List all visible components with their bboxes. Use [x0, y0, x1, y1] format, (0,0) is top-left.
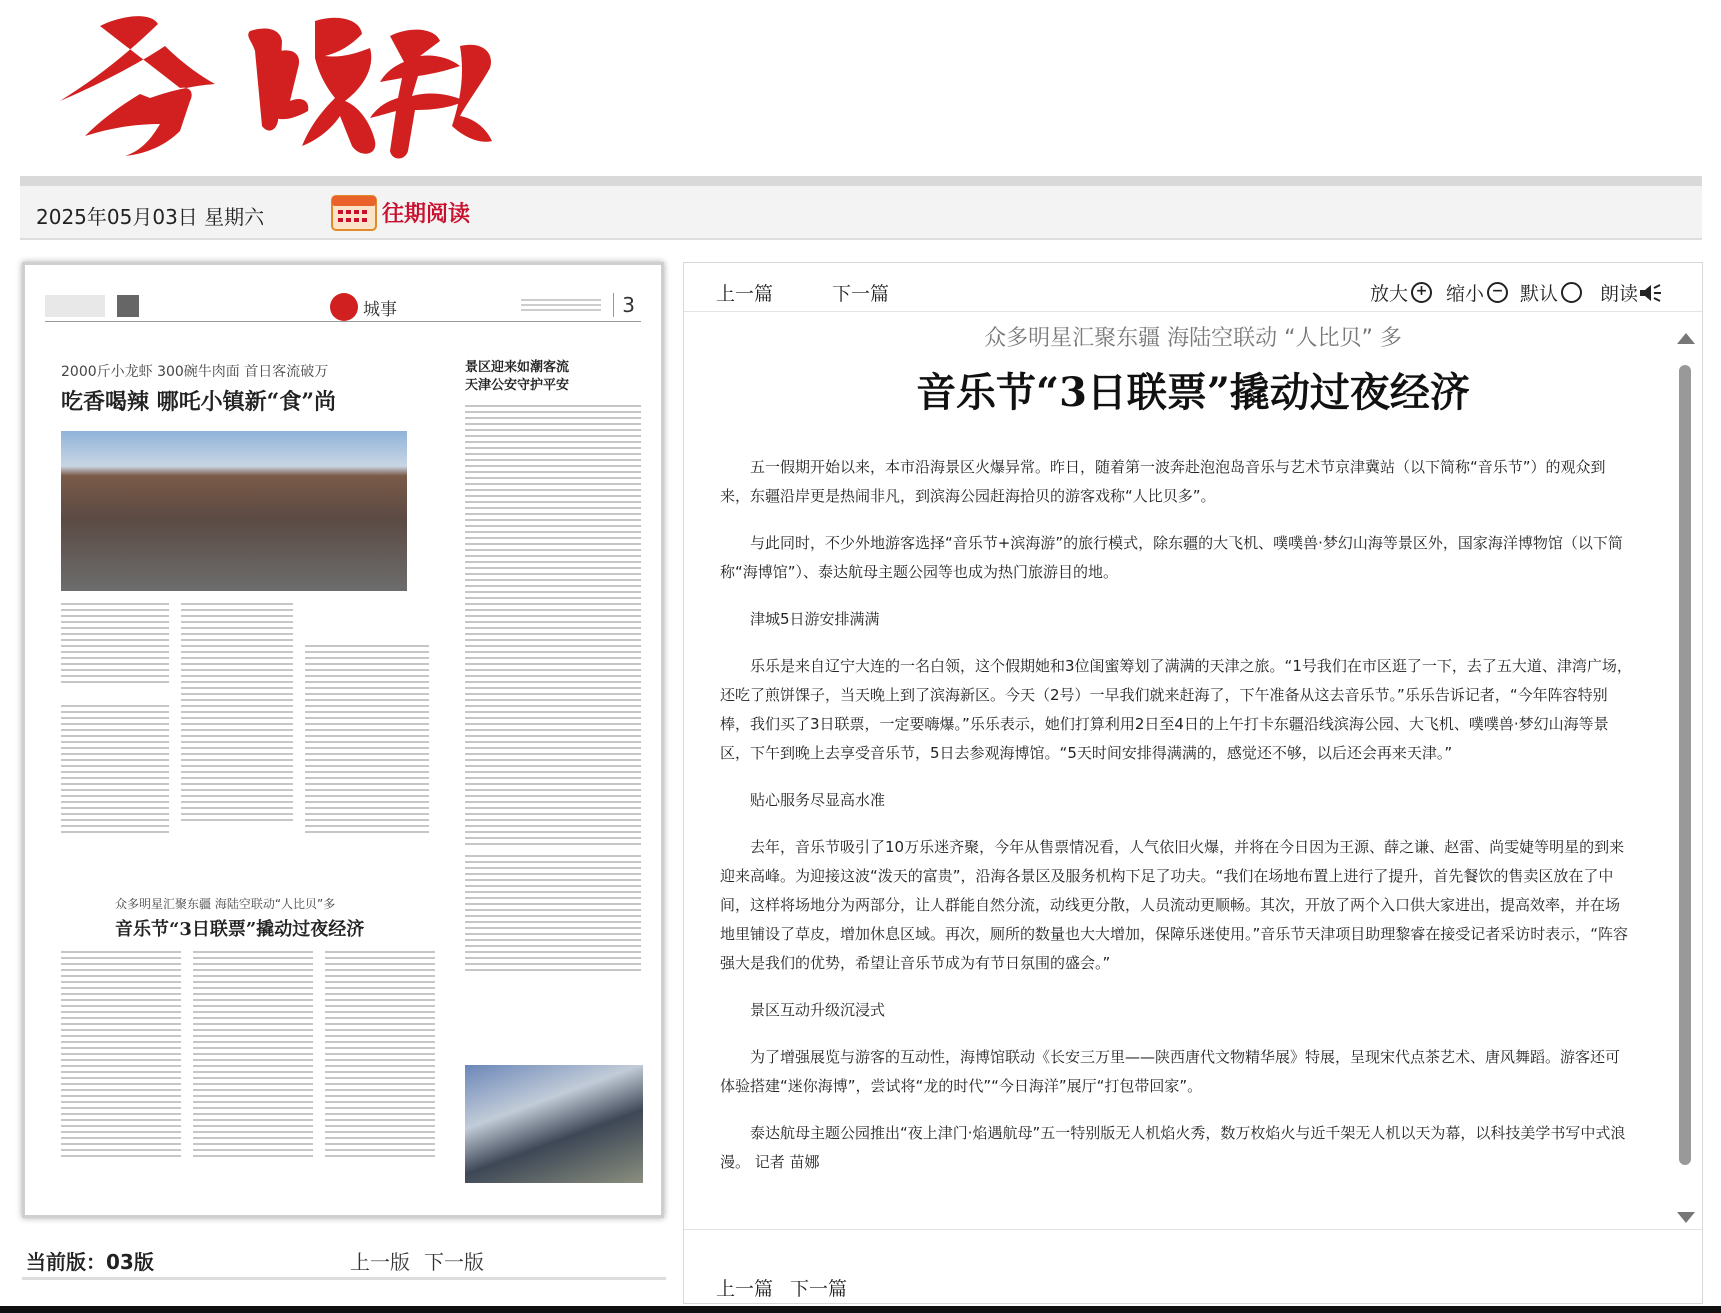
- article-paragraph: 乐乐是来自辽宁大连的一名白领，这个假期她和3位闺蜜筹划了满满的天津之旅。“1号我们在市区逛了一下，去了五大道、津湾广场，还吃了煎饼馃子，当天晚上到了滨海新区。今天（2号）一早我们就来赶海了，下午准备从这去音乐节。”乐乐告诉记者，“今年阵容特别棒，我们买了3日联票，一定要嗨爆。”乐乐表示，她们打算利用2日至4日的上午打卡东疆沿线滨海公园、大飞机、噗噗兽·梦幻山海等景区，下午到晚上去享受音乐节，5日去参观海博馆。“5天时间安排得满满的，感觉还不够，以后还会再来天津。”: [720, 657, 1632, 762]
- plus-circle-icon: +: [1411, 282, 1432, 303]
- past-reading-label: 往期阅读: [382, 200, 471, 227]
- story1-text-col1b[interactable]: [61, 705, 169, 835]
- zoom-out-button[interactable]: [1446, 279, 1508, 306]
- issue-date: 2025年05月03日 星期六: [36, 205, 265, 229]
- story2-title[interactable]: 景区迎来如潮客流 天津公安守护平安: [465, 360, 570, 393]
- story1-photo[interactable]: [61, 431, 407, 591]
- article-bottom-nav: [684, 1229, 1702, 1304]
- qr-code-icon: [117, 295, 139, 317]
- read-aloud-button[interactable]: [1600, 279, 1662, 306]
- calendar-icon: [330, 192, 378, 232]
- zoom-in-label: 放大: [1370, 283, 1409, 305]
- section-badge-icon: [330, 293, 358, 321]
- article-subtitle: 众多明星汇聚东疆 海陆空联动 “人比贝” 多: [984, 326, 1402, 351]
- story3-subtitle[interactable]: 众多明星汇聚东疆 海陆空联动“人比贝”多: [115, 897, 336, 911]
- article-toolbar: [684, 263, 1702, 312]
- read-aloud-label: 朗读: [1600, 283, 1639, 305]
- story1-text-col1a[interactable]: [61, 603, 169, 685]
- page-preview-header: [45, 295, 641, 322]
- default-size-label: 默认: [1520, 283, 1559, 305]
- current-edition-value: 03版: [106, 1250, 154, 1274]
- past-reading-link[interactable]: [330, 192, 470, 232]
- scroll-up-arrow-icon[interactable]: [1677, 333, 1695, 344]
- story1-title[interactable]: 吃香喝辣 哪吒小镇新“食”尚: [61, 389, 336, 415]
- story3-text-col3[interactable]: [325, 951, 435, 1161]
- minus-circle-icon: −: [1487, 282, 1508, 303]
- prev-article-link[interactable]: 上一篇: [716, 283, 774, 305]
- default-size-button[interactable]: [1520, 279, 1582, 306]
- date-bar: [20, 186, 1702, 240]
- page-nav-divider: [22, 1277, 666, 1280]
- story1-text-col2[interactable]: [181, 603, 293, 823]
- current-edition-label: 当前版：: [26, 1250, 106, 1274]
- article-title: 音乐节“3日联票”撬动过夜经济: [916, 369, 1470, 416]
- scroll-thumb[interactable]: [1679, 365, 1691, 1165]
- story2-photo[interactable]: [465, 1065, 643, 1183]
- story2-text-2[interactable]: [465, 855, 641, 975]
- zoom-out-label: 缩小: [1446, 283, 1485, 305]
- next-edition-link[interactable]: 下一版: [424, 1250, 484, 1274]
- page-navigation: [22, 1242, 662, 1274]
- prev-edition-link[interactable]: 上一版: [350, 1250, 410, 1274]
- story3-text-col2[interactable]: [193, 951, 313, 1161]
- speaker-icon: [1638, 283, 1662, 303]
- preview-page-number: 3: [613, 293, 635, 317]
- bottom-next-article-link[interactable]: 下一篇: [790, 1278, 848, 1300]
- header-divider: [20, 176, 1702, 186]
- article-section-heading: 贴心服务尽显高水准: [750, 791, 886, 809]
- current-edition: [26, 1246, 154, 1275]
- article-scrollbar[interactable]: [1676, 333, 1694, 1223]
- article-paragraph: 去年，音乐节吸引了10万乐迷齐聚，今年从售票情况看，人气依旧火爆，并将在今日因为王源、薛之谦、赵雷、尚雯婕等明星的到来迎来高峰。为迎接这波“泼天的富贵”，沿海各景区及服务机构下足了功夫。“我们在场地布置上进行了提升，首先餐饮的售卖区放在了中间，这样将场地分为两部分，让人群能自然分流，动线更分散，人员流动更顺畅。其次，开放了两个入口供大家进出，提高效率，并在场地里铺设了草皮，增加休息区域。再次，厕所的数量也大大增加，保障乐迷使用。”音乐节天津项目助理黎睿在接受记者采访时表示，“阵容强大是我们的优势，希望让音乐节成为有节日氛围的盛会。”: [720, 838, 1629, 972]
- article-paragraph: 五一假期开始以来，本市沿海景区火爆异常。昨日，随着第一波奔赴泡泡岛音乐与艺术节京津冀站（以下简称“音乐节”）的观众到来，东疆沿岸更是热闹非凡，到滨海公园赶海拾贝的游客戏称“人比贝多”。: [720, 458, 1606, 505]
- preview-logo: [45, 295, 105, 317]
- article-body: [720, 453, 1632, 1287]
- article-paragraph: 为了增强展览与游客的互动性，海博馆联动《长安三万里——陕西唐代文物精华展》特展，呈现宋代点茶艺术、唐风舞蹈。游客还可体验搭建“迷你海博”，尝试将“龙的时代”“今日海洋”展厅“打包带回家”。: [720, 1048, 1621, 1095]
- story1-text-col3[interactable]: [305, 645, 429, 835]
- next-article-link[interactable]: 下一篇: [832, 283, 890, 305]
- bottom-prev-article-link[interactable]: 上一篇: [716, 1278, 774, 1300]
- preview-section: 城事: [363, 300, 397, 320]
- article-paragraph: 泰达航母主题公园推出“夜上津门·焰遇航母”五一特别版无人机焰火秀，数万枚焰火与近千架无人机以天为幕，以科技美学书写中式浪漫。 记者 苗娜: [720, 1124, 1626, 1171]
- bottom-edge: [0, 1306, 1721, 1313]
- story2-text[interactable]: [465, 405, 641, 845]
- story3-title[interactable]: 音乐节“3日联票”撬动过夜经济: [115, 919, 365, 940]
- masthead-logo: [40, 6, 510, 166]
- preview-meta: [521, 299, 601, 313]
- page-preview[interactable]: [22, 262, 664, 1218]
- story3-text-col1[interactable]: [61, 951, 181, 1161]
- article-section-heading: 景区互动升级沉浸式: [750, 1001, 886, 1019]
- article-panel: [683, 262, 1703, 1304]
- article-paragraph: 与此同时，不少外地游客选择“音乐节+滨海游”的旅行模式，除东疆的大飞机、噗噗兽·梦幻山海等景区外，国家海洋博物馆（以下简称“海博馆”）、泰达航母主题公园等也成为热门旅游目的地。: [720, 534, 1623, 581]
- masthead-calligraphy: [40, 6, 510, 166]
- zoom-in-button[interactable]: [1370, 279, 1432, 306]
- scroll-down-arrow-icon[interactable]: [1677, 1212, 1695, 1223]
- story1-subtitle[interactable]: 2000斤小龙虾 300碗牛肉面 首日客流破万: [61, 364, 329, 380]
- circle-icon: [1561, 282, 1582, 303]
- article-section-heading: 津城5日游安排满满: [750, 610, 880, 628]
